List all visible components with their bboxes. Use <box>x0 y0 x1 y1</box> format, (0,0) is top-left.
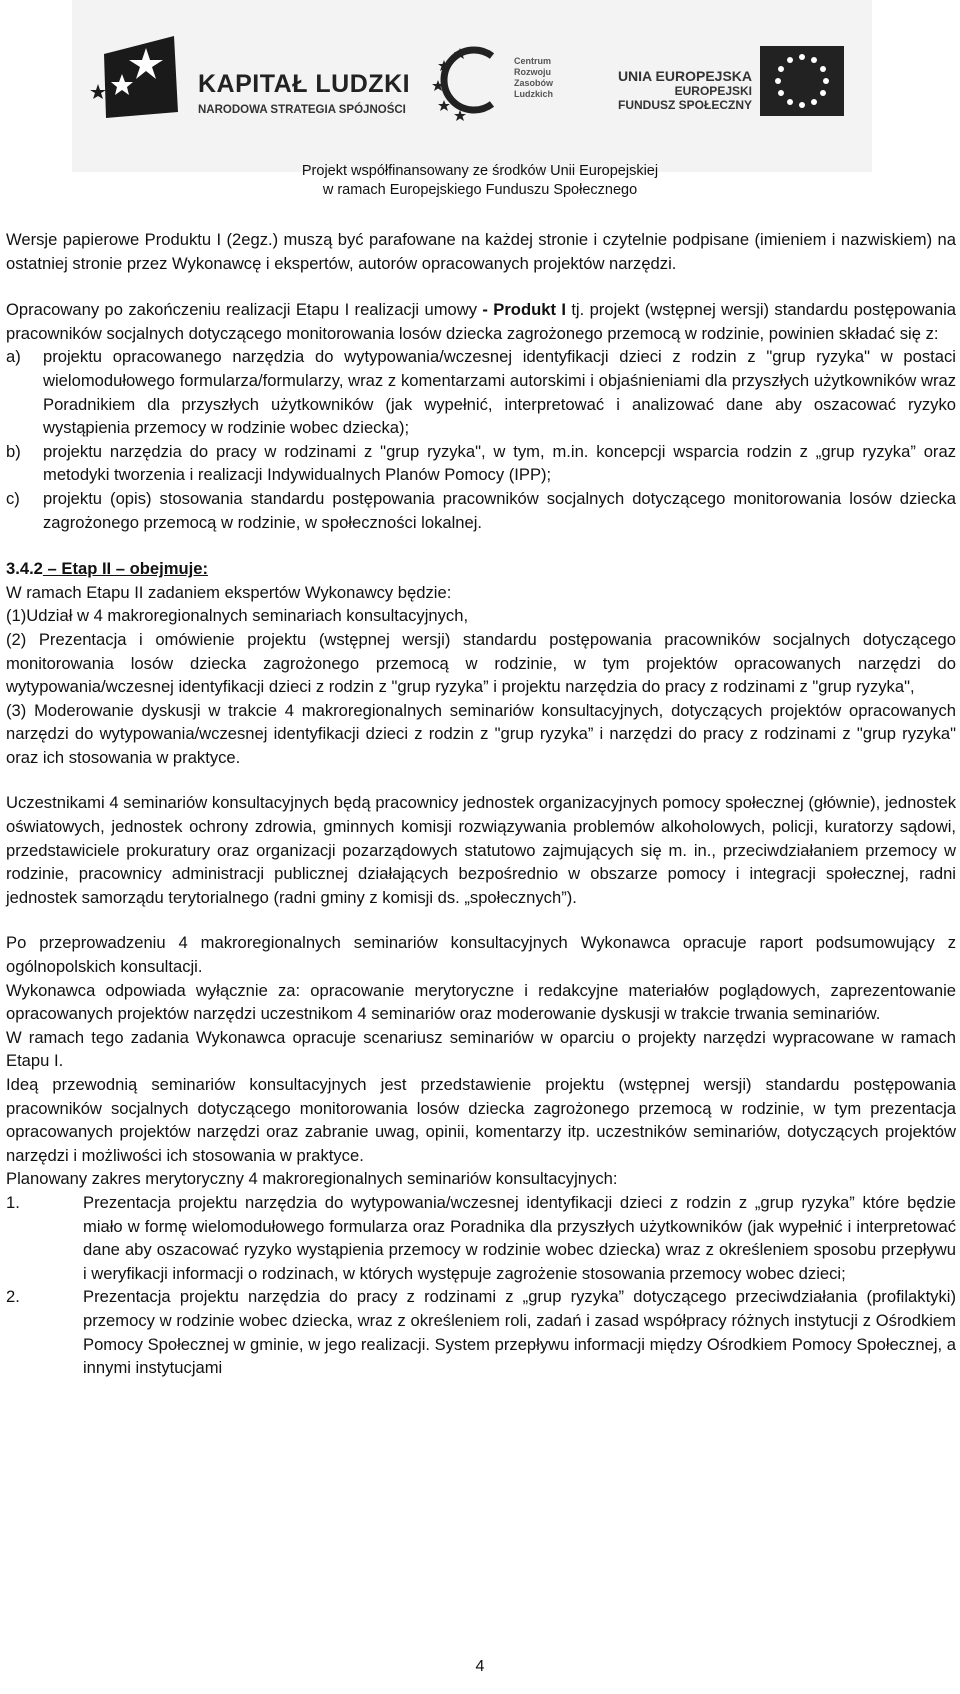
numbered-item <box>6 1285 956 1379</box>
kapital-ludzki-logo <box>86 26 411 122</box>
numbered-item <box>6 1191 956 1285</box>
eu-flag-icon <box>760 46 844 116</box>
kapital-ludzki-subtitle: NARODOWA STRATEGIA SPÓJNOŚCI <box>198 104 406 116</box>
list-text: projektu narzędzia do pracy w rodzinami z "grup ryzyka", w tym, m.in. koncepcji wsparcia rodzin z „grup ryzyka” oraz metodyki tworzenia i realizacji Indywidualnych Planów Pomocy (IPP); <box>43 441 956 485</box>
crzl-text <box>514 56 553 100</box>
kapital-ludzki-emblem-icon <box>86 26 186 122</box>
section-heading <box>6 557 956 581</box>
list-marker: c) <box>6 488 20 508</box>
paragraph-scenarios: W ramach tego zadania Wykonawca opracuje scenariusz seminariów w oparciu o projekty narzędzi wypracowane w ramach Etapu I. <box>6 1027 956 1071</box>
list-item <box>6 487 956 534</box>
funding-line-1: Projekt współfinansowany ze środków Unii Europejskiej <box>301 163 659 179</box>
funding-note <box>0 162 960 200</box>
header-logos <box>72 0 872 172</box>
product-one-intro: Opracowany po zakończeniu realizacji Etapu I realizacji umowy <box>6 300 483 320</box>
kapital-ludzki-title: KAPITAŁ LUDZKI <box>198 70 411 98</box>
section-number: 3.4.2 <box>6 559 43 579</box>
section-title: – Etap II – obejmuje: <box>42 559 208 579</box>
ue-line-3: FUNDUSZ SPOŁECZNY <box>617 98 752 112</box>
paragraph-seminar-scope: Planowany zakres merytoryczny 4 makroregionalnych seminariów konsultacyjnych: <box>6 1169 618 1189</box>
stage-item-1: (1)Udział w 4 makroregionalnych seminariach konsultacyjnych, <box>6 606 469 626</box>
page-number: 4 <box>475 1658 485 1675</box>
numbered-text: Prezentacja projektu narzędzia do pracy z rodzinami z „grup ryzyka” dotyczącego przeciwdziałania (profilaktyki) przemocy w rodzinie wobec dziecka, wraz z określeniem roli, zadań i zasad współpracy różnych instytucji z Ośrodkiem Pomocy Społecznej w gminie, w jego realizacji. System przepływu informacji między Ośrodkiem Pomocy Społecznej, a innymi instytucjami <box>83 1287 956 1378</box>
numbered-marker: 1. <box>6 1192 20 1212</box>
paragraph-report: Po przeprowadzeniu 4 makroregionalnych seminariów konsultacyjnych Wykonawca opracuje raport podsumowujący z ogólnopolskich konsultacji. <box>6 933 956 977</box>
list-item <box>6 345 956 439</box>
paragraph-seminar-idea: Ideą przewodnią seminariów konsultacyjnych jest przedstawienie projektu (wstępnej wersji) standardu postępowania pracowników socjalnych dotyczącego monitorowania losów dziecka zagrożonego przemocą w rodzinie, w tym prezentacja opracowanych projektów narzędzi oraz zabranie uwag, opinii, komentarzy itp. uczestników seminariów, dotyczących projektów narzędzi i możliwości ich stosowania w praktyce. <box>6 1075 956 1165</box>
crzl-logo <box>430 38 580 122</box>
crzl-line-4: Ludzkich <box>514 89 554 99</box>
list-marker: a) <box>6 347 21 367</box>
list-marker: b) <box>6 441 21 461</box>
funding-line-2: w ramach Europejskiego Funduszu Społecznego <box>322 182 638 198</box>
document-body <box>6 228 956 1380</box>
stage-item-2: (2) Prezentacja i omówienie projektu (wstępnej wersji) standardu postępowania pracowników socjalnych dotyczącego monitorowania losów dziecka zagrożonego przemocą w rodzinie, w tym projektów opracowanych narzędzi do wytypowania/wczesnej identyfikacji dzieci z rodzin z "grup ryzyka” i projektu narzędzia do pracy z rodzinami z "grup ryzyka", <box>6 629 956 697</box>
crzl-emblem-icon <box>430 38 514 122</box>
crzl-line-1: Centrum <box>514 56 552 66</box>
list-text: projektu opracowanego narzędzia do wytypowania/wczesnej identyfikacji dzieci z rodzin z "grup ryzyka" w postaci wielomodułowego formularza/formularzy, wraz z komentarzami autorskimi i objaśnieniami dla przyszłych użytkowników wraz Poradnikiem dla przyszłych użytkowników (jak wypełnić, interpretować i analizować dane aby oszacować ryzyko wystąpienia przemocy w rodzinie wobec dziecka); <box>43 347 956 438</box>
stage-item-3: (3) Moderowanie dyskusji w trakcie 4 makroregionalnych seminariów konsultacyjnych, dotyczących projektów opracowanych narzędzi do wytypowania/wczesnej identyfikacji dzieci z rodzin z "grup ryzyka” i narzędzi do pracy z rodzinami z "grup ryzyka" oraz ich stosowania w praktyce. <box>6 700 956 767</box>
numbered-text: Prezentacja projektu narzędzia do wytypowania/wczesnej identyfikacji dzieci z rodzin z „grup ryzyka” które będzie miało w formę wielomodułowego formularza oraz Poradnika dla przyszłych użytkowników (jak wypełnić i interpretować dane aby oszacować ryzyko wystąpienia przemocy w rodzinie wobec dziecka) wraz z określeniem sposobu przepływu i weryfikacji informacji o rodzinach, w których występuje zagrożenie stosowania przemocy wobec dzieci; <box>83 1192 956 1283</box>
crzl-line-2: Rozwoju <box>514 67 551 77</box>
ue-efs-logo <box>612 36 852 122</box>
paragraph-participants: Uczestnikami 4 seminariów konsultacyjnych będą pracownicy jednostek organizacyjnych pomocy społecznej (głównie), jednostek oświatowych, jednostek ochrony zdrowia, gminnych komisji rozwiązywania problemów alkoholowych, policji, kuratorzy sądowi, przedstawiciele prokuratury oraz organizacji pozarządowych statutowo zajmujących się m. in., przeciwdziałaniem przemocy w rodzinie, pracownicy administracji publicznej działających bezpośrednio w obszarze pomocy i integracji społecznej, radni jednostek samorządu terytorialnego (radni gminy z komisji ds. „społecznych”). <box>6 793 956 907</box>
crzl-line-3: Zasobów <box>514 78 554 88</box>
paragraph-responsibility: Wykonawca odpowiada wyłącznie za: opracowanie merytoryczne i redakcyjne materiałów poglądowych, zaprezentowanie opracowanych projektów narzędzi uczestnikom 4 seminariów oraz moderowanie dyskusji w trakcie trwania seminariów. <box>6 980 956 1024</box>
ue-text <box>614 68 752 112</box>
numbered-marker: 2. <box>6 1287 20 1307</box>
ue-line-2: EUROPEJSKI <box>674 84 752 98</box>
paragraph-product-one <box>6 298 956 345</box>
list-text: projektu (opis) stosowania standardu postępowania pracowników socjalnych dotyczącego monitorowania losów dziecka zagrożonego przemocą w rodzinie, w społeczności lokalnej. <box>43 488 956 532</box>
list-item <box>6 440 956 487</box>
product-one-label: - Produkt I <box>482 300 566 320</box>
paragraph-stage-intro: W ramach Etapu II zadaniem ekspertów Wykonawcy będzie: <box>6 582 452 602</box>
product-one-text: tj. projekt (wstępnej wersji) standardu postępowania pracowników socjalnych dotyczącego monitorowania losów dziecka zagrożonego przemocą w rodzinie, powinien składać się z: <box>6 300 956 343</box>
paragraph-paper-versions: Wersje papierowe Produktu I (2egz.) muszą być parafowane na każdej stronie i czytelnie podpisane (imieniem i nazwiskiem) na ostatniej stronie przez Wykonawcę i ekspertów, autorów opracowanych projektów narzędzi. <box>6 230 956 273</box>
ue-line-1: UNIA EUROPEJSKA <box>617 68 752 84</box>
